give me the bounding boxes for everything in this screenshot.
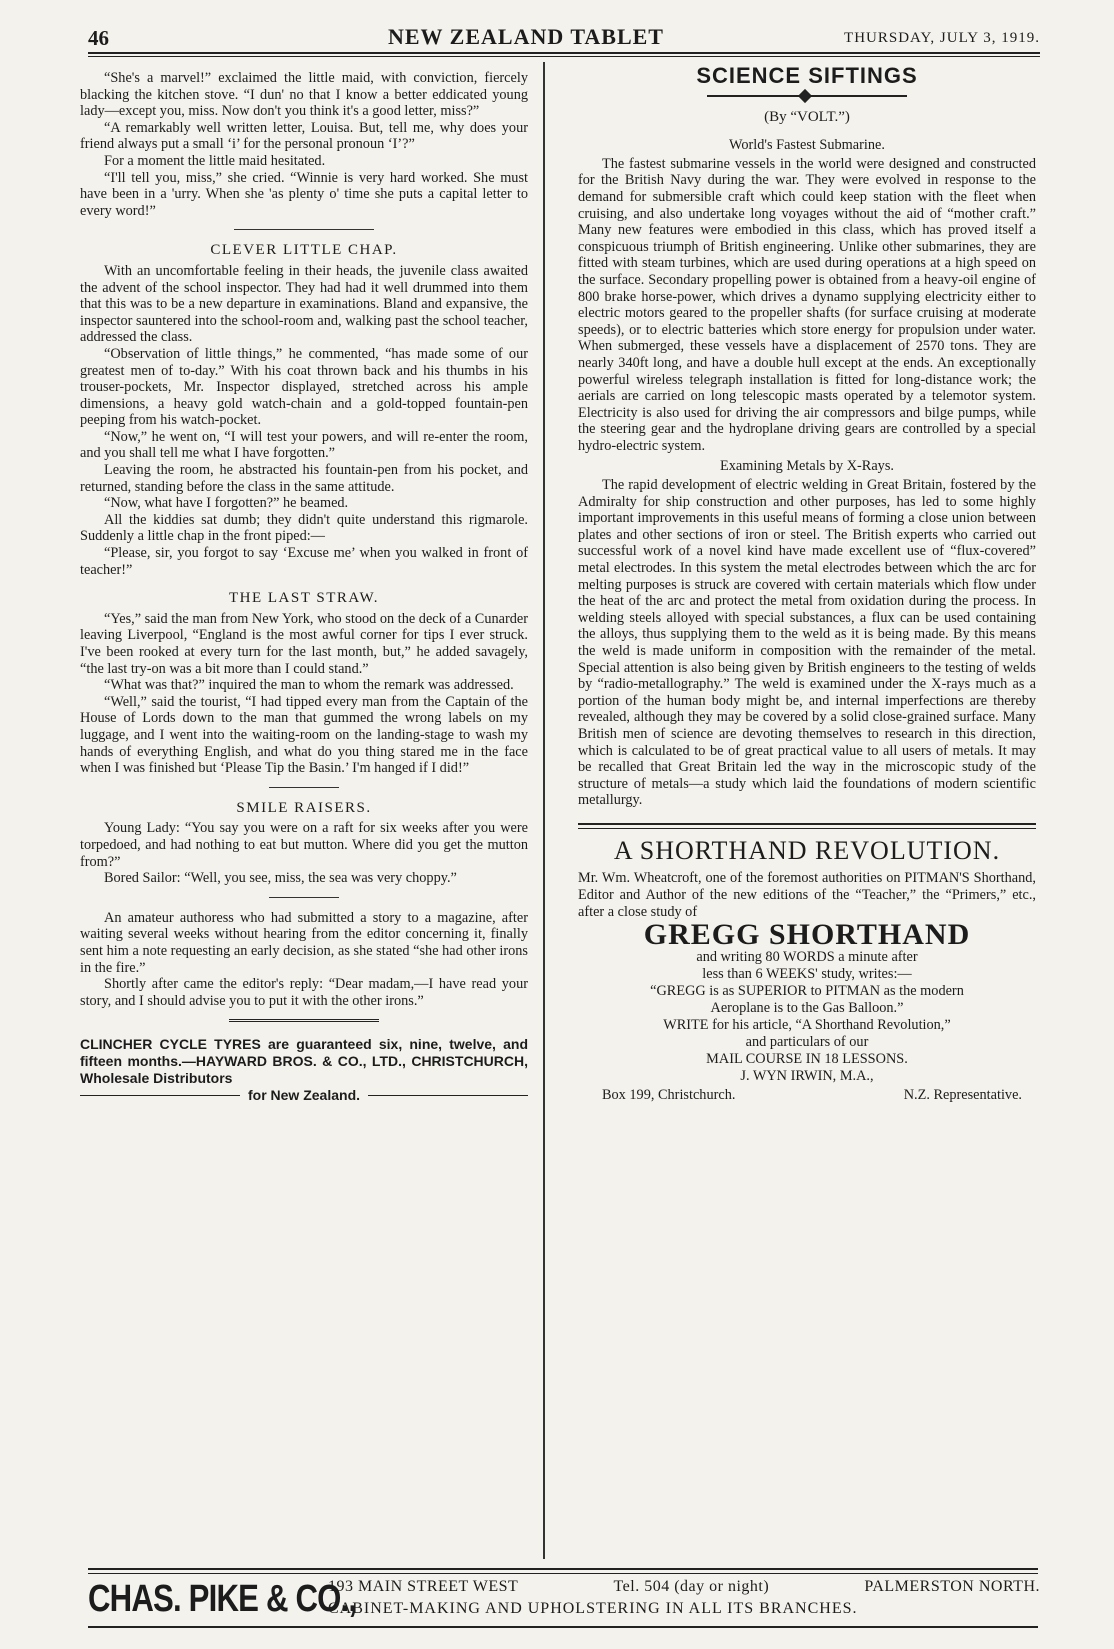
footer-bottom-rule [88, 1626, 1038, 1628]
advert-representative: N.Z. Representative. [903, 1087, 1022, 1104]
rule-right [368, 1095, 528, 1096]
clincher-for-nz: for New Zealand. [247, 1087, 361, 1104]
footer-address-line [328, 1578, 1040, 1596]
advert-line: MAIL COURSE IN 18 LESSONS. [706, 1051, 908, 1068]
advert-line: WRITE for his article, “A Shorthand Revolution,” [663, 1017, 951, 1034]
double-divider [229, 1019, 379, 1024]
section-divider [269, 787, 339, 788]
intro-paragraph: “I'll tell you, miss,” she cried. “Winnie is very hard worked. She must have been in a 'urry. When she 'as plenty o' time she puts a capital letter to every word!” [80, 169, 528, 219]
page-header [88, 22, 1040, 52]
footer-rule [88, 1568, 1038, 1570]
header-rule [88, 52, 1040, 54]
advert-line: and particulars of our [745, 1034, 869, 1051]
subhead-submarine: World's Fastest Submarine. [729, 137, 885, 154]
section-title-clever: CLEVER LITTLE CHAP. [210, 242, 398, 259]
article-paragraph: “Yes,” said the man from New York, who stood on the deck of a Cunarder leaving Liverpool, “England is the most awful corner for tips I ever struck. I've been rooked at every turn for the last month, but,” he added savagely, “the last try-on was a bit more than I could stand.” [80, 610, 528, 677]
intro-paragraph: “A remarkably well written letter, Louisa. But, tell me, why does your friend always put a small ‘i’ for the personal pronoun ‘I’?” [80, 119, 528, 153]
advert-box-address: Box 199, Christchurch. [602, 1087, 736, 1104]
article-paragraph: “Observation of little things,” he commented, “has made some of our greatest men of to-day.” With his coat thrown back and his thumbs in his trouser-pockets, Mr. Inspector displayed, stretched across his ample dimensions, a heavy gold watch-chain and a gold-topped fountain-pen peeping from his watch-pocket. [80, 345, 528, 429]
advert-intro: Mr. Wm. Wheatcroft, one of the foremost authorities on PITMAN'S Shorthand, Editor and Author of the new editions of the “Teacher,” the “Primers,” etc., after a close study of [578, 869, 1036, 920]
article-paragraph: Young Lady: “You say you were on a raft for six weeks after you were torpedoed, and had nothing to eat but mutton. Where did you get the mutton from?” [80, 820, 528, 870]
article-paragraph: All the kiddies sat dumb; they didn't quite understand this rigmarole. Suddenly a little chap in the front piped:— [80, 511, 528, 545]
advert-rule-thin [578, 828, 1036, 829]
intro-paragraph: For a moment the little maid hesitated. [104, 152, 326, 169]
advert-footer [578, 1087, 1036, 1104]
masthead: NEW ZEALAND TABLET [388, 24, 664, 49]
subhead-xrays: Examining Metals by X-Rays. [720, 458, 894, 475]
footer-rule-thin [88, 1573, 1038, 1574]
byline: (By “VOLT.”) [764, 108, 850, 125]
right-column [578, 63, 1036, 1104]
page-number: 46 [88, 26, 109, 50]
article-paragraph: Bored Sailor: “Well, you see, miss, the sea was very choppy.” [104, 870, 457, 887]
pike-logo: CHAS. PIKE & CO., [88, 1578, 357, 1620]
article-paragraph: An amateur authoress who had submitted a story to a magazine, after waiting several weeks without hearing from the editor concerning it, finally sent him a note requesting an early decision, as she stated “she had other irons in the fire.” [80, 909, 528, 976]
article-paragraph: “Now,” he went on, “I will test your powers, and will re-enter the room, and you shall tell me what I have forgotten.” [80, 428, 528, 462]
section-title-straw: THE LAST STRAW. [228, 590, 380, 607]
section-divider [234, 229, 374, 230]
header-rule-thin [88, 56, 1040, 57]
rule-left [80, 1095, 240, 1096]
diamond-icon [798, 89, 812, 103]
article-paragraph: The fastest submarine vessels in the world were designed and constructed for the British Navy during the war. They were evolved in response to the demand for submersible craft which could keep station with the fleet when cruising, and also undertake long voyages without the aid of “mother craft.” Many new features were embodied in this class, which has proved itself a conspicuous triumph of British engineering. Unlike other submarines, they are fitted with steam turbines, which are used during operations at a high speed on the surface. Secondary propelling power is obtained from a heavy-oil engine of 800 brake horse-power, which drives a dynamo supplying electricity either to electric motors geared to the propeller shafts (for surface cruising at moderate speeds), or to electric batteries which store energy for propulsion under water. When submerged, these vessels have a displacement of 2570 tons. They are nearly 340ft long, and have a double hull except at the ends. An exceptionally powerful wireless telegraph installation is fitted for long-distance work; the aerials are carried on long telescopic masts operated by a telemotor system. Electricity is also used for driving the air compressors and bilge pumps, while the steering gear and the hydroplane driving gears are controlled by a special hydro-electric system. [578, 155, 1036, 454]
footer-telephone: Tel. 504 (day or night) [613, 1578, 770, 1595]
left-column [80, 70, 528, 1104]
advert-line: and writing 80 WORDS a minute after [696, 949, 918, 966]
science-siftings-title: SCIENCE SIFTINGS [696, 63, 918, 88]
article-paragraph: “Well,” said the tourist, “I had tipped every man from the Captain of the House of Lords down to the man that gummed the wrong labels on my luggage, and I went into the waiting-room on the landing-stage to wash my hands of everything English, and what do you thing stared me in the face when I was finished but ‘Please Tip the Basin.’ I'm hanged if I did!” [80, 693, 528, 777]
advert-lines [578, 949, 1036, 1085]
advert-line: less than 6 WEEKS' study, writes:— [702, 966, 912, 983]
advert-line: J. WYN IRWIN, M.A., [740, 1068, 874, 1085]
clincher-advert: CLINCHER CYCLE TYRES are guaranteed six, nine, twelve, and fifteen months.—HAYWARD BROS. & CO., LTD., CHRISTCHURCH, Wholesale Distributors [80, 1036, 528, 1087]
shorthand-advert-body [578, 870, 1036, 921]
article-paragraph: The rapid development of electric welding in Great Britain, fostered by the Admiralty for ship construction and other purposes, has led to some highly important improvements in this useful means of forming a close union between plates and other sections of iron or steel. The British experts who carried out successful work of a novel kind have made excellent use of “flux-covered” metal electrodes. In this system the metal electrodes between which the arc for melting purposes is struck are covered with certain materials which flow under the heat of the arc and protect the metal from oxidation during the process. In welding steels alloyed with special substances, a flux can be used containing the alloys, thus supplying them to the weld as it is being made. By this means the weld is made uniform in composition with the remainder of the metal. Special attention is also being given by British engineers to the testing of welds by “radio-metallography.” The weld is examined under the X-rays much as a portion of the human body might be, and internal imperfections are thereby revealed, although they may be covered by a solid close-grained surface. Many British men of science are devoting themselves to research in this direction, which is calculated to be of great practical value to all users of metals. It may be recalled that Great Britain led the way in the microscopic study of the structure of metals—a study which laid the foundations of modern scientific metallurgy. [578, 477, 1036, 809]
footer-address: 193 MAIN STREET WEST [328, 1578, 519, 1595]
article-paragraph: “Please, sir, you forgot to say ‘Excuse me’ when you walked in front of teacher!” [80, 545, 528, 578]
article-paragraph: “What was that?” inquired the man to whom the remark was addressed. [104, 677, 514, 694]
article-paragraph: With an uncomfortable feeling in their heads, the juvenile class awaited the advent of the school inspector. They had had it well drummed into them that this was to be a new departure in examinations. Bland and expansive, the inspector sauntered into the school-room and, walking past the school teacher, addressed the class. [80, 262, 528, 346]
intro-paragraph: “She's a marvel!” exclaimed the little maid, with conviction, fiercely blacking the kitchen stove. “I dun' no that I know a better eddicated young lady—except you, miss. Now don't you think it's a good letter, miss?” [80, 70, 528, 120]
advert-rule [578, 823, 1036, 825]
footer-trade: CABINET-MAKING AND UPHOLSTERING IN ALL ITS BRANCHES. [328, 1600, 858, 1617]
advert-line: Aeroplane is to the Gas Balloon.” [710, 1000, 904, 1017]
article-paragraph: “Now, what have I forgotten?” he beamed. [104, 495, 349, 512]
issue-date: THURSDAY, JULY 3, 1919. [844, 30, 1040, 46]
footer-town: PALMERSTON NORTH. [864, 1578, 1040, 1595]
clincher-advert-last-line [80, 1087, 528, 1104]
article-paragraph: Leaving the room, he abstracted his fountain-pen from his pocket, and returned, standing before the class in the same attitude. [80, 462, 528, 495]
advert-line: “GREGG is as SUPERIOR to PITMAN as the modern [650, 983, 964, 1000]
article-paragraph: Shortly after came the editor's reply: “Dear madam,—I have read your story, and I should advise you to put it with the other irons.” [80, 976, 528, 1009]
title-ornament [707, 91, 907, 101]
shorthand-advert-title: A SHORTHAND REVOLUTION. [613, 835, 1001, 865]
gregg-shorthand-heading: GREGG SHORTHAND [643, 917, 971, 951]
column-divider [543, 62, 545, 1559]
section-title-smile: SMILE RAISERS. [236, 799, 372, 816]
joke-divider [269, 897, 339, 898]
